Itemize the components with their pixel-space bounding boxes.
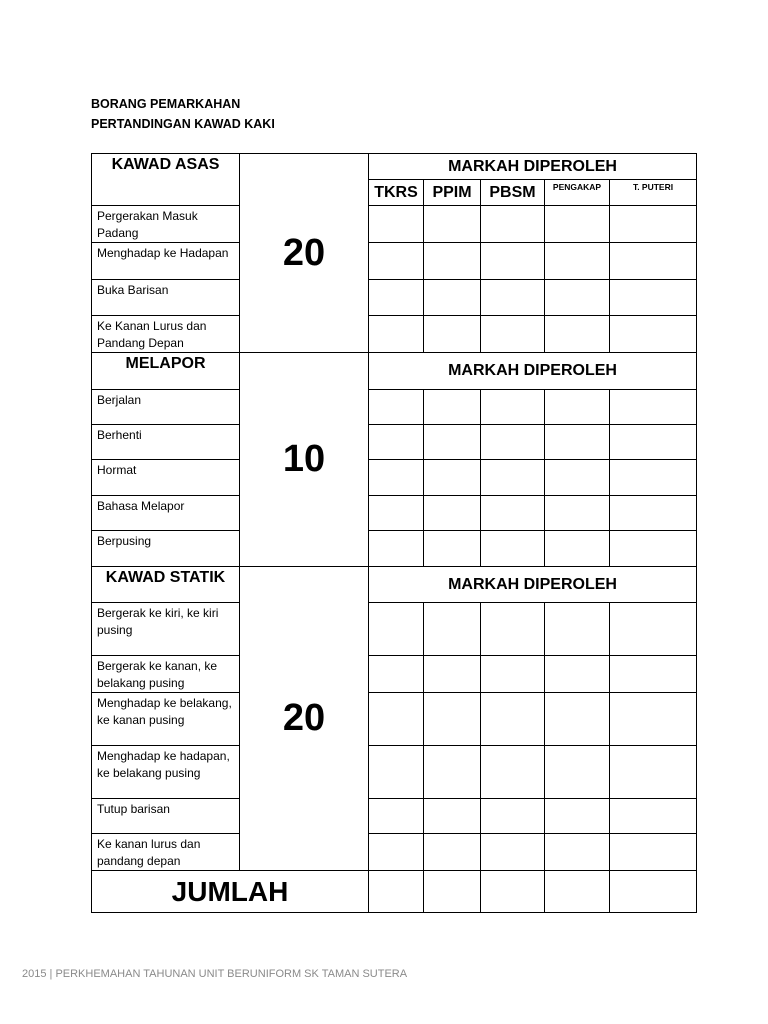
score-cell[interactable]	[369, 243, 424, 280]
criteria-item: Menghadap ke hadapan, ke belakang pusing	[92, 746, 240, 799]
score-cell[interactable]	[481, 746, 545, 799]
score-cell[interactable]	[424, 390, 481, 425]
criteria-item: Berpusing	[92, 531, 240, 567]
score-cell[interactable]	[481, 280, 545, 316]
score-cell[interactable]	[369, 693, 424, 746]
score-cell[interactable]	[424, 316, 481, 353]
score-cell[interactable]	[610, 460, 697, 496]
criteria-item: Berhenti	[92, 425, 240, 460]
col-header-pengakap: PENGAKAP	[545, 180, 610, 206]
score-cell[interactable]	[481, 656, 545, 693]
score-cell[interactable]	[424, 799, 481, 834]
criteria-item: Bergerak ke kanan, ke belakang pusing	[92, 656, 240, 693]
criteria-item: Menghadap ke belakang, ke kanan pusing	[92, 693, 240, 746]
score-cell[interactable]	[481, 206, 545, 243]
score-cell[interactable]	[545, 693, 610, 746]
score-cell[interactable]	[545, 531, 610, 567]
section-title-kawad-statik: KAWAD STATIK	[92, 567, 240, 603]
score-cell[interactable]	[610, 280, 697, 316]
criteria-item: Ke Kanan Lurus dan Pandang Depan	[92, 316, 240, 353]
score-cell[interactable]	[545, 460, 610, 496]
criteria-item: Ke kanan lurus dan pandang depan	[92, 834, 240, 871]
score-cell[interactable]	[424, 746, 481, 799]
total-cell[interactable]	[424, 871, 481, 913]
score-cell[interactable]	[545, 603, 610, 656]
score-cell[interactable]	[424, 425, 481, 460]
score-cell[interactable]	[424, 460, 481, 496]
score-cell[interactable]	[545, 799, 610, 834]
score-cell[interactable]	[610, 834, 697, 871]
score-cell[interactable]	[369, 460, 424, 496]
score-cell[interactable]	[610, 603, 697, 656]
criteria-item: Menghadap ke Hadapan	[92, 243, 240, 280]
criteria-item: Pergerakan Masuk Padang	[92, 206, 240, 243]
criteria-item: Bahasa Melapor	[92, 496, 240, 531]
score-cell[interactable]	[369, 390, 424, 425]
score-cell[interactable]	[369, 425, 424, 460]
score-cell[interactable]	[369, 799, 424, 834]
total-cell[interactable]	[369, 871, 424, 913]
section-title-melapor: MELAPOR	[92, 353, 240, 390]
markah-header-1: MARKAH DIPEROLEH	[369, 154, 697, 180]
score-cell[interactable]	[610, 531, 697, 567]
score-cell[interactable]	[610, 316, 697, 353]
score-cell[interactable]	[545, 656, 610, 693]
score-cell[interactable]	[369, 746, 424, 799]
criteria-item: Hormat	[92, 460, 240, 496]
score-cell[interactable]	[610, 656, 697, 693]
score-cell[interactable]	[481, 799, 545, 834]
score-cell[interactable]	[369, 280, 424, 316]
score-cell[interactable]	[424, 243, 481, 280]
score-cell[interactable]	[481, 390, 545, 425]
score-cell[interactable]	[424, 656, 481, 693]
max-score-kawad-statik: 20	[240, 567, 369, 871]
score-cell[interactable]	[369, 834, 424, 871]
col-header-t-puteri: T. PUTERI	[610, 180, 697, 206]
score-cell[interactable]	[545, 206, 610, 243]
score-cell[interactable]	[369, 531, 424, 567]
score-cell[interactable]	[424, 531, 481, 567]
score-cell[interactable]	[481, 496, 545, 531]
score-cell[interactable]	[610, 206, 697, 243]
score-cell[interactable]	[610, 243, 697, 280]
total-cell[interactable]	[545, 871, 610, 913]
page-footer: 2015 | PERKHEMAHAN TAHUNAN UNIT BERUNIFORM SK TAMAN SUTERA	[22, 968, 408, 980]
criteria-item: Buka Barisan	[92, 280, 240, 316]
score-cell[interactable]	[424, 206, 481, 243]
score-cell[interactable]	[481, 460, 545, 496]
criteria-item: Tutup barisan	[92, 799, 240, 834]
score-cell[interactable]	[424, 693, 481, 746]
score-cell[interactable]	[481, 243, 545, 280]
score-cell[interactable]	[424, 603, 481, 656]
col-header-pbsm: PBSM	[481, 180, 545, 206]
score-cell[interactable]	[545, 425, 610, 460]
criteria-item: Berjalan	[92, 390, 240, 425]
score-cell[interactable]	[424, 496, 481, 531]
col-header-ppim: PPIM	[424, 180, 481, 206]
score-cell[interactable]	[545, 390, 610, 425]
max-score-melapor: 10	[240, 353, 369, 567]
score-cell[interactable]	[481, 603, 545, 656]
form-title-line-2: PERTANDINGAN KAWAD KAKI	[91, 117, 275, 131]
score-cell[interactable]	[481, 834, 545, 871]
markah-header-2: MARKAH DIPEROLEH	[369, 353, 697, 390]
score-cell[interactable]	[369, 496, 424, 531]
total-label: JUMLAH	[92, 871, 369, 913]
score-cell[interactable]	[481, 693, 545, 746]
score-cell[interactable]	[369, 316, 424, 353]
score-cell[interactable]	[369, 656, 424, 693]
col-header-tkrs: TKRS	[369, 180, 424, 206]
total-cell[interactable]	[481, 871, 545, 913]
score-cell[interactable]	[610, 496, 697, 531]
score-cell[interactable]	[545, 834, 610, 871]
form-title	[91, 94, 275, 134]
criteria-item: Bergerak ke kiri, ke kiri pusing	[92, 603, 240, 656]
form-title-line-1: BORANG PEMARKAHAN	[91, 97, 241, 111]
score-cell[interactable]	[545, 280, 610, 316]
score-cell[interactable]	[610, 425, 697, 460]
section-title-kawad-asas: KAWAD ASAS	[92, 154, 240, 206]
score-cell[interactable]	[545, 316, 610, 353]
score-cell[interactable]	[545, 746, 610, 799]
score-cell[interactable]	[369, 603, 424, 656]
score-cell[interactable]	[610, 799, 697, 834]
score-cell[interactable]	[481, 531, 545, 567]
score-cell[interactable]	[545, 496, 610, 531]
score-cell[interactable]	[424, 280, 481, 316]
score-cell[interactable]	[610, 390, 697, 425]
score-cell[interactable]	[369, 206, 424, 243]
total-cell[interactable]	[610, 871, 697, 913]
score-cell[interactable]	[545, 243, 610, 280]
score-cell[interactable]	[424, 834, 481, 871]
markah-header-3: MARKAH DIPEROLEH	[369, 567, 697, 603]
score-cell[interactable]	[610, 693, 697, 746]
score-cell[interactable]	[481, 425, 545, 460]
max-score-kawad-asas: 20	[240, 154, 369, 353]
score-cell[interactable]	[481, 316, 545, 353]
score-cell[interactable]	[610, 746, 697, 799]
score-table	[91, 153, 697, 913]
